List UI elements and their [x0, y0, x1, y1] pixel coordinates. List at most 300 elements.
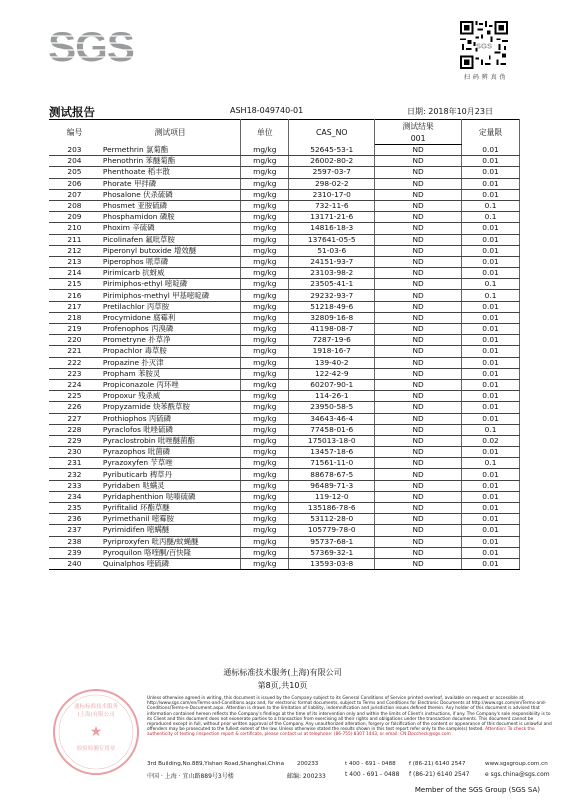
qr-caption: 扫 码 辨 真 伪: [463, 74, 507, 81]
test-result: ND: [375, 301, 462, 312]
unit: mg/kg: [241, 525, 289, 536]
test-item: Phosmet 亚胺硫磷: [100, 200, 241, 211]
quantitation-limit: 0.01: [462, 245, 520, 256]
cas-number: 24151-93-7: [289, 256, 375, 267]
unit: mg/kg: [241, 279, 289, 290]
table-row: [49, 368, 520, 379]
test-result: ND: [375, 391, 462, 402]
table-row: [49, 245, 520, 256]
row-number: 207: [49, 189, 100, 200]
test-result: ND: [375, 312, 462, 323]
quantitation-limit: 0.1: [462, 424, 520, 435]
header-sample-id: 001: [375, 132, 462, 145]
quantitation-limit: 0.01: [462, 145, 520, 156]
svg-text:SGS: SGS: [475, 41, 493, 51]
cas-number: 51-03-6: [289, 245, 375, 256]
row-number: 230: [49, 447, 100, 458]
quantitation-limit: 0.01: [462, 447, 520, 458]
table-row: [49, 346, 520, 357]
cas-number: 23103-98-2: [289, 268, 375, 279]
test-item: Pirimiphos-ethyl 嘧啶磷: [100, 279, 241, 290]
cas-number: 2310-17-0: [289, 189, 375, 200]
unit: mg/kg: [241, 368, 289, 379]
row-number: 225: [49, 391, 100, 402]
test-result: ND: [375, 424, 462, 435]
test-item: Propham 苯胺灵: [100, 368, 241, 379]
table-row: [49, 536, 520, 547]
quantitation-limit: 0.01: [462, 391, 520, 402]
test-item: Quinalphos 喹硫磷: [100, 558, 241, 569]
row-number: 205: [49, 167, 100, 178]
quantitation-limit: 0.01: [462, 503, 520, 514]
cas-number: 88678-67-5: [289, 469, 375, 480]
cas-number: 14816-18-3: [289, 223, 375, 234]
test-result: ND: [375, 189, 462, 200]
table-row: [49, 447, 520, 458]
test-item: Pyrazoxyfen 苄草唑: [100, 458, 241, 469]
row-number: 233: [49, 480, 100, 491]
quantitation-limit: 0.01: [462, 379, 520, 390]
unit: mg/kg: [241, 189, 289, 200]
row-number: 218: [49, 312, 100, 323]
test-item: Permethrin 氯菊酯: [100, 145, 241, 156]
test-result: ND: [375, 256, 462, 267]
test-result: ND: [375, 178, 462, 189]
row-number: 220: [49, 335, 100, 346]
test-item: Prometryne 扑草净: [100, 335, 241, 346]
test-item: Propiconazole 丙环唑: [100, 379, 241, 390]
row-number: 226: [49, 402, 100, 413]
unit: mg/kg: [241, 256, 289, 267]
cas-number: 122-42-9: [289, 368, 375, 379]
table-row: [49, 301, 520, 312]
company-name: 通标标准技术服务(上海)有限公司: [223, 668, 342, 677]
unit: mg/kg: [241, 301, 289, 312]
test-result: ND: [375, 357, 462, 368]
unit: mg/kg: [241, 200, 289, 211]
cas-number: 137641-05-5: [289, 234, 375, 245]
test-item: Phoxim 辛硫磷: [100, 223, 241, 234]
quantitation-limit: 0.01: [462, 357, 520, 368]
test-item: Phenthoate 稻丰散: [100, 167, 241, 178]
table-row: [49, 357, 520, 368]
cas-number: 114-26-1: [289, 391, 375, 402]
company-seal: [50, 686, 142, 778]
unit: mg/kg: [241, 391, 289, 402]
unit: mg/kg: [241, 346, 289, 357]
test-result: ND: [375, 290, 462, 301]
quantitation-limit: 0.01: [462, 547, 520, 558]
test-item: Piperophos 哌草磷: [100, 256, 241, 267]
quantitation-limit: 0.1: [462, 458, 520, 469]
row-number: 224: [49, 379, 100, 390]
cas-number: 23505-41-1: [289, 279, 375, 290]
test-result: ND: [375, 558, 462, 569]
unit: mg/kg: [241, 435, 289, 446]
table-row: [49, 234, 520, 245]
test-result: ND: [375, 145, 462, 156]
unit: mg/kg: [241, 402, 289, 413]
test-item: Picolinafen 氟吡草胺: [100, 234, 241, 245]
row-number: 229: [49, 435, 100, 446]
test-item: Pyrifitalid 环酯草醚: [100, 503, 241, 514]
quantitation-limit: 0.1: [462, 212, 520, 223]
test-item: Propazine 扑灭津: [100, 357, 241, 368]
cas-number: 29232-93-7: [289, 290, 375, 301]
row-number: 204: [49, 156, 100, 167]
quantitation-limit: 0.01: [462, 324, 520, 335]
table-row: [49, 290, 520, 301]
cas-number: 732-11-6: [289, 200, 375, 211]
test-item: Pyroquilon 咯喹酮/百快隆: [100, 547, 241, 558]
row-number: 215: [49, 279, 100, 290]
quantitation-limit: 0.01: [462, 536, 520, 547]
header-cas-no: CAS_NO: [289, 120, 375, 145]
test-result: ND: [375, 324, 462, 335]
unit: mg/kg: [241, 458, 289, 469]
row-number: 216: [49, 290, 100, 301]
unit: mg/kg: [241, 324, 289, 335]
svg-text:SGS: SGS: [48, 23, 134, 69]
unit: mg/kg: [241, 514, 289, 525]
svg-text:检验检测专用章: 检验检测专用章: [76, 746, 116, 752]
cas-number: 32809-16-8: [289, 312, 375, 323]
test-item: Pirimicarb 抗蚜威: [100, 268, 241, 279]
unit: mg/kg: [241, 357, 289, 368]
qr-code: [460, 21, 508, 69]
unit: mg/kg: [241, 536, 289, 547]
cas-number: 41198-08-7: [289, 324, 375, 335]
unit: mg/kg: [241, 469, 289, 480]
test-result: ND: [375, 379, 462, 390]
sgs-logo: [43, 23, 139, 69]
table-row: [49, 379, 520, 390]
table-row: [49, 212, 520, 223]
unit: mg/kg: [241, 167, 289, 178]
row-number: 232: [49, 469, 100, 480]
row-number: 235: [49, 503, 100, 514]
test-result: ND: [375, 458, 462, 469]
row-number: 219: [49, 324, 100, 335]
postcode-cn: 邮编: 200233: [287, 773, 326, 780]
test-item: Propoxur 残杀威: [100, 391, 241, 402]
unit: mg/kg: [241, 413, 289, 424]
test-result: ND: [375, 268, 462, 279]
quantitation-limit: 0.02: [462, 435, 520, 446]
unit: mg/kg: [241, 234, 289, 245]
table-row: [49, 156, 520, 167]
table-row: [49, 458, 520, 469]
quantitation-limit: 0.01: [462, 167, 520, 178]
report-title: 测试报告: [49, 105, 95, 119]
cas-number: 77458-01-6: [289, 424, 375, 435]
test-result: ND: [375, 346, 462, 357]
table-row: [49, 424, 520, 435]
row-number: 212: [49, 245, 100, 256]
test-item: Pyrimethanil 嘧霉胺: [100, 514, 241, 525]
row-number: 210: [49, 223, 100, 234]
unit: mg/kg: [241, 447, 289, 458]
table-row: [49, 167, 520, 178]
row-number: 234: [49, 491, 100, 502]
header-loq: 定量限: [462, 120, 520, 145]
table-row: [49, 335, 520, 346]
test-result: ND: [375, 245, 462, 256]
quantitation-limit: 0.1: [462, 279, 520, 290]
test-result: ND: [375, 469, 462, 480]
test-result: ND: [375, 279, 462, 290]
fax: f (86-21) 6140 2547: [409, 761, 466, 767]
cas-number: 119-12-0: [289, 491, 375, 502]
row-number: 231: [49, 458, 100, 469]
test-result: ND: [375, 156, 462, 167]
cas-number: 60207-90-1: [289, 379, 375, 390]
address-cn: 中国 · 上海 · 宜山路889号3号楼: [147, 773, 234, 780]
table-row: [49, 558, 520, 569]
cas-number: 1918-16-7: [289, 346, 375, 357]
cas-number: 105779-78-0: [289, 525, 375, 536]
row-number: 236: [49, 514, 100, 525]
test-result: ND: [375, 547, 462, 558]
cas-number: 139-40-2: [289, 357, 375, 368]
header-result: 测试结果: [375, 120, 462, 133]
cas-number: 175013-18-0: [289, 435, 375, 446]
test-result: ND: [375, 223, 462, 234]
row-number: 206: [49, 178, 100, 189]
fax-cn: f (86-21) 6140 2547: [409, 771, 470, 778]
row-number: 223: [49, 368, 100, 379]
table-row: [49, 324, 520, 335]
header-test-item: 测试项目: [100, 120, 241, 145]
row-number: 238: [49, 536, 100, 547]
cas-number: 135186-78-6: [289, 503, 375, 514]
row-number: 213: [49, 256, 100, 267]
table-row: [49, 514, 520, 525]
test-result: ND: [375, 447, 462, 458]
table-row: [49, 469, 520, 480]
row-number: 228: [49, 424, 100, 435]
cas-number: 71561-11-0: [289, 458, 375, 469]
cas-number: 53112-28-0: [289, 514, 375, 525]
row-number: 227: [49, 413, 100, 424]
table-row: [49, 178, 520, 189]
sgs-membership: Member of the SGS Group (SGS SA): [414, 786, 540, 794]
cas-number: 298-02-2: [289, 178, 375, 189]
test-item: Phorate 甲拌磷: [100, 178, 241, 189]
telephone-cn: t 400 - 691 - 0488: [345, 771, 400, 778]
postcode: 200233: [297, 761, 319, 767]
svg-text:通标标准技术服务: 通标标准技术服务: [73, 704, 119, 710]
quantitation-limit: 0.01: [462, 312, 520, 323]
row-number: 203: [49, 145, 100, 156]
quantitation-limit: 0.01: [462, 402, 520, 413]
svg-text:(上海)有限公司: (上海)有限公司: [77, 712, 115, 718]
unit: mg/kg: [241, 480, 289, 491]
quantitation-limit: 0.01: [462, 156, 520, 167]
website-link[interactable]: www.sgsgroup.com.cn: [485, 761, 548, 767]
quantitation-limit: 0.01: [462, 335, 520, 346]
test-result: ND: [375, 491, 462, 502]
results-table: [49, 119, 520, 570]
test-item: Piperonyl butoxide 增效醚: [100, 245, 241, 256]
table-row: [49, 279, 520, 290]
table-row: [49, 480, 520, 491]
unit: mg/kg: [241, 156, 289, 167]
quantitation-limit: 0.01: [462, 268, 520, 279]
cas-number: 13593-03-8: [289, 558, 375, 569]
quantitation-limit: 0.1: [462, 290, 520, 301]
quantitation-limit: 0.01: [462, 346, 520, 357]
row-number: 214: [49, 268, 100, 279]
unit: mg/kg: [241, 491, 289, 502]
row-number: 209: [49, 212, 100, 223]
row-number: 237: [49, 525, 100, 536]
test-item: Pirimiphos-methyl 甲基嘧啶磷: [100, 290, 241, 301]
cas-number: 96489-71-3: [289, 480, 375, 491]
table-row: [49, 256, 520, 267]
quantitation-limit: 0.01: [462, 469, 520, 480]
test-result: ND: [375, 167, 462, 178]
row-number: 221: [49, 346, 100, 357]
test-result: ND: [375, 335, 462, 346]
authenticity-notice: Attention: To check the authenticity of testing /inspection report & certificate, please contact us at telephone: (86-755) 8307 1443, or email: CN.Doccheck@sgs.com: [147, 727, 535, 738]
test-item: Pyraclostrobin 吡唑醚菌酯: [100, 435, 241, 446]
test-item: Pyributicarb 稗草丹: [100, 469, 241, 480]
quantitation-limit: 0.01: [462, 514, 520, 525]
unit: mg/kg: [241, 503, 289, 514]
row-number: 208: [49, 200, 100, 211]
test-item: Pyrimidifen 嘧螨醚: [100, 525, 241, 536]
table-row: [49, 312, 520, 323]
quantitation-limit: 0.01: [462, 491, 520, 502]
table-row: [49, 268, 520, 279]
test-item: Pyriproxyfen 吡丙醚/蚊蝇醚: [100, 536, 241, 547]
cas-number: 95737-68-1: [289, 536, 375, 547]
report-number: ASH18-049740-01: [230, 106, 304, 115]
cas-number: 51218-49-6: [289, 301, 375, 312]
test-item: Phenothrin 苯醚菊酯: [100, 156, 241, 167]
unit: mg/kg: [241, 223, 289, 234]
header-unit: 单位: [241, 120, 289, 145]
table-row: [49, 200, 520, 211]
quantitation-limit: 0.01: [462, 525, 520, 536]
legal-disclaimer: [147, 696, 557, 738]
table-row: [49, 525, 520, 536]
svg-text:★: ★: [89, 724, 103, 740]
row-number: 222: [49, 357, 100, 368]
table-row: [49, 491, 520, 502]
cas-number: 57369-32-1: [289, 547, 375, 558]
unit: mg/kg: [241, 178, 289, 189]
quantitation-limit: 0.01: [462, 413, 520, 424]
unit: mg/kg: [241, 245, 289, 256]
test-item: Pyrazophos 吡菌磷: [100, 447, 241, 458]
disclaimer-text: Unless otherwise agreed in writing, this document is issued by the Company subject to its General Conditions of Service printed overleaf, available on request or accessible at http://www.sgs.com/en/Terms-and-Conditions.aspx and, for electronic format documents, subject to Terms and Conditions for Electronic Documents at http://www.sgs.com/en/Terms-and-Conditions/Terms-e-Document.aspx. Attention is drawn to the limitation of liability, indemnification and jurisdiction issues defined therein. Any holder of this document is advised that information contained hereon reflects the Company's findings at the time of its intervention only and within the limits of Client's instructions, if any. The Company's sole responsibility is to its Client and this document does not exonerate parties to a transaction from exercising all their rights and obligations under the transaction documents. This document cannot be reproduced except in full, without prior written approval of the Company. Any unauthorized alteration, forgery or falsification of the content or appearance of this document is unlawful and offenders may be prosecuted to the fullest extent of the law. Unless otherwise stated the results shown in this test report refer only to the sample(s) tested.: [147, 696, 552, 733]
table-row: [49, 435, 520, 446]
table-row: [49, 391, 520, 402]
test-result: ND: [375, 525, 462, 536]
test-item: Phosphamidon 磷胺: [100, 212, 241, 223]
test-result: ND: [375, 503, 462, 514]
test-result: ND: [375, 536, 462, 547]
quantitation-limit: 0.01: [462, 368, 520, 379]
test-result: ND: [375, 480, 462, 491]
unit: mg/kg: [241, 547, 289, 558]
unit: mg/kg: [241, 212, 289, 223]
test-item: Pyridaben 哒螨灵: [100, 480, 241, 491]
unit: mg/kg: [241, 379, 289, 390]
test-item: Pyraclofos 吡唑硫磷: [100, 424, 241, 435]
unit: mg/kg: [241, 424, 289, 435]
header-no: 编号: [49, 120, 100, 145]
cas-number: 26002-80-2: [289, 156, 375, 167]
quantitation-limit: 0.01: [462, 178, 520, 189]
telephone: t 400 - 691 - 0488: [345, 761, 396, 767]
test-result: ND: [375, 234, 462, 245]
unit: mg/kg: [241, 268, 289, 279]
email-link[interactable]: e sgs.china@sgs.com: [485, 771, 550, 778]
cas-number: 23950-58-5: [289, 402, 375, 413]
test-result: ND: [375, 435, 462, 446]
quantitation-limit: 0.01: [462, 234, 520, 245]
table-row: [49, 189, 520, 200]
table-row: [49, 145, 520, 156]
row-number: 211: [49, 234, 100, 245]
unit: mg/kg: [241, 145, 289, 156]
test-item: Prothiophos 丙硫磷: [100, 413, 241, 424]
cas-number: 52645-53-1: [289, 145, 375, 156]
quantitation-limit: 0.01: [462, 301, 520, 312]
test-item: Pyridaphenthion 哒嗪硫磷: [100, 491, 241, 502]
test-item: Pretilachlor 丙草胺: [100, 301, 241, 312]
cas-number: 34643-46-4: [289, 413, 375, 424]
quantitation-limit: 0.01: [462, 256, 520, 267]
quantitation-limit: 0.01: [462, 558, 520, 569]
test-item: Propyzamide 炔苯酰草胺: [100, 402, 241, 413]
table-row: [49, 223, 520, 234]
table-row: [49, 503, 520, 514]
row-number: 239: [49, 547, 100, 558]
cas-number: 13457-18-6: [289, 447, 375, 458]
unit: mg/kg: [241, 335, 289, 346]
test-item: Phosalone 伏杀硫磷: [100, 189, 241, 200]
quantitation-limit: 0.1: [462, 200, 520, 211]
unit: mg/kg: [241, 312, 289, 323]
test-item: Procymidone 腐霉利: [100, 312, 241, 323]
test-item: Propachlor 毒草胺: [100, 346, 241, 357]
test-result: ND: [375, 413, 462, 424]
cas-number: 2597-03-7: [289, 167, 375, 178]
test-result: ND: [375, 212, 462, 223]
table-row: [49, 547, 520, 558]
unit: mg/kg: [241, 558, 289, 569]
cas-number: 7287-19-6: [289, 335, 375, 346]
row-number: 217: [49, 301, 100, 312]
quantitation-limit: 0.01: [462, 189, 520, 200]
test-result: ND: [375, 368, 462, 379]
report-date: 日期: 2018年10月23日: [407, 107, 493, 116]
test-result: ND: [375, 200, 462, 211]
page-number: 第8页,共10页: [257, 681, 308, 690]
test-result: ND: [375, 514, 462, 525]
quantitation-limit: 0.01: [462, 480, 520, 491]
cas-number: 13171-21-6: [289, 212, 375, 223]
quantitation-limit: 0.01: [462, 223, 520, 234]
test-item: Profenophos 丙溴磷: [100, 324, 241, 335]
unit: mg/kg: [241, 290, 289, 301]
row-number: 240: [49, 558, 100, 569]
table-row: [49, 402, 520, 413]
